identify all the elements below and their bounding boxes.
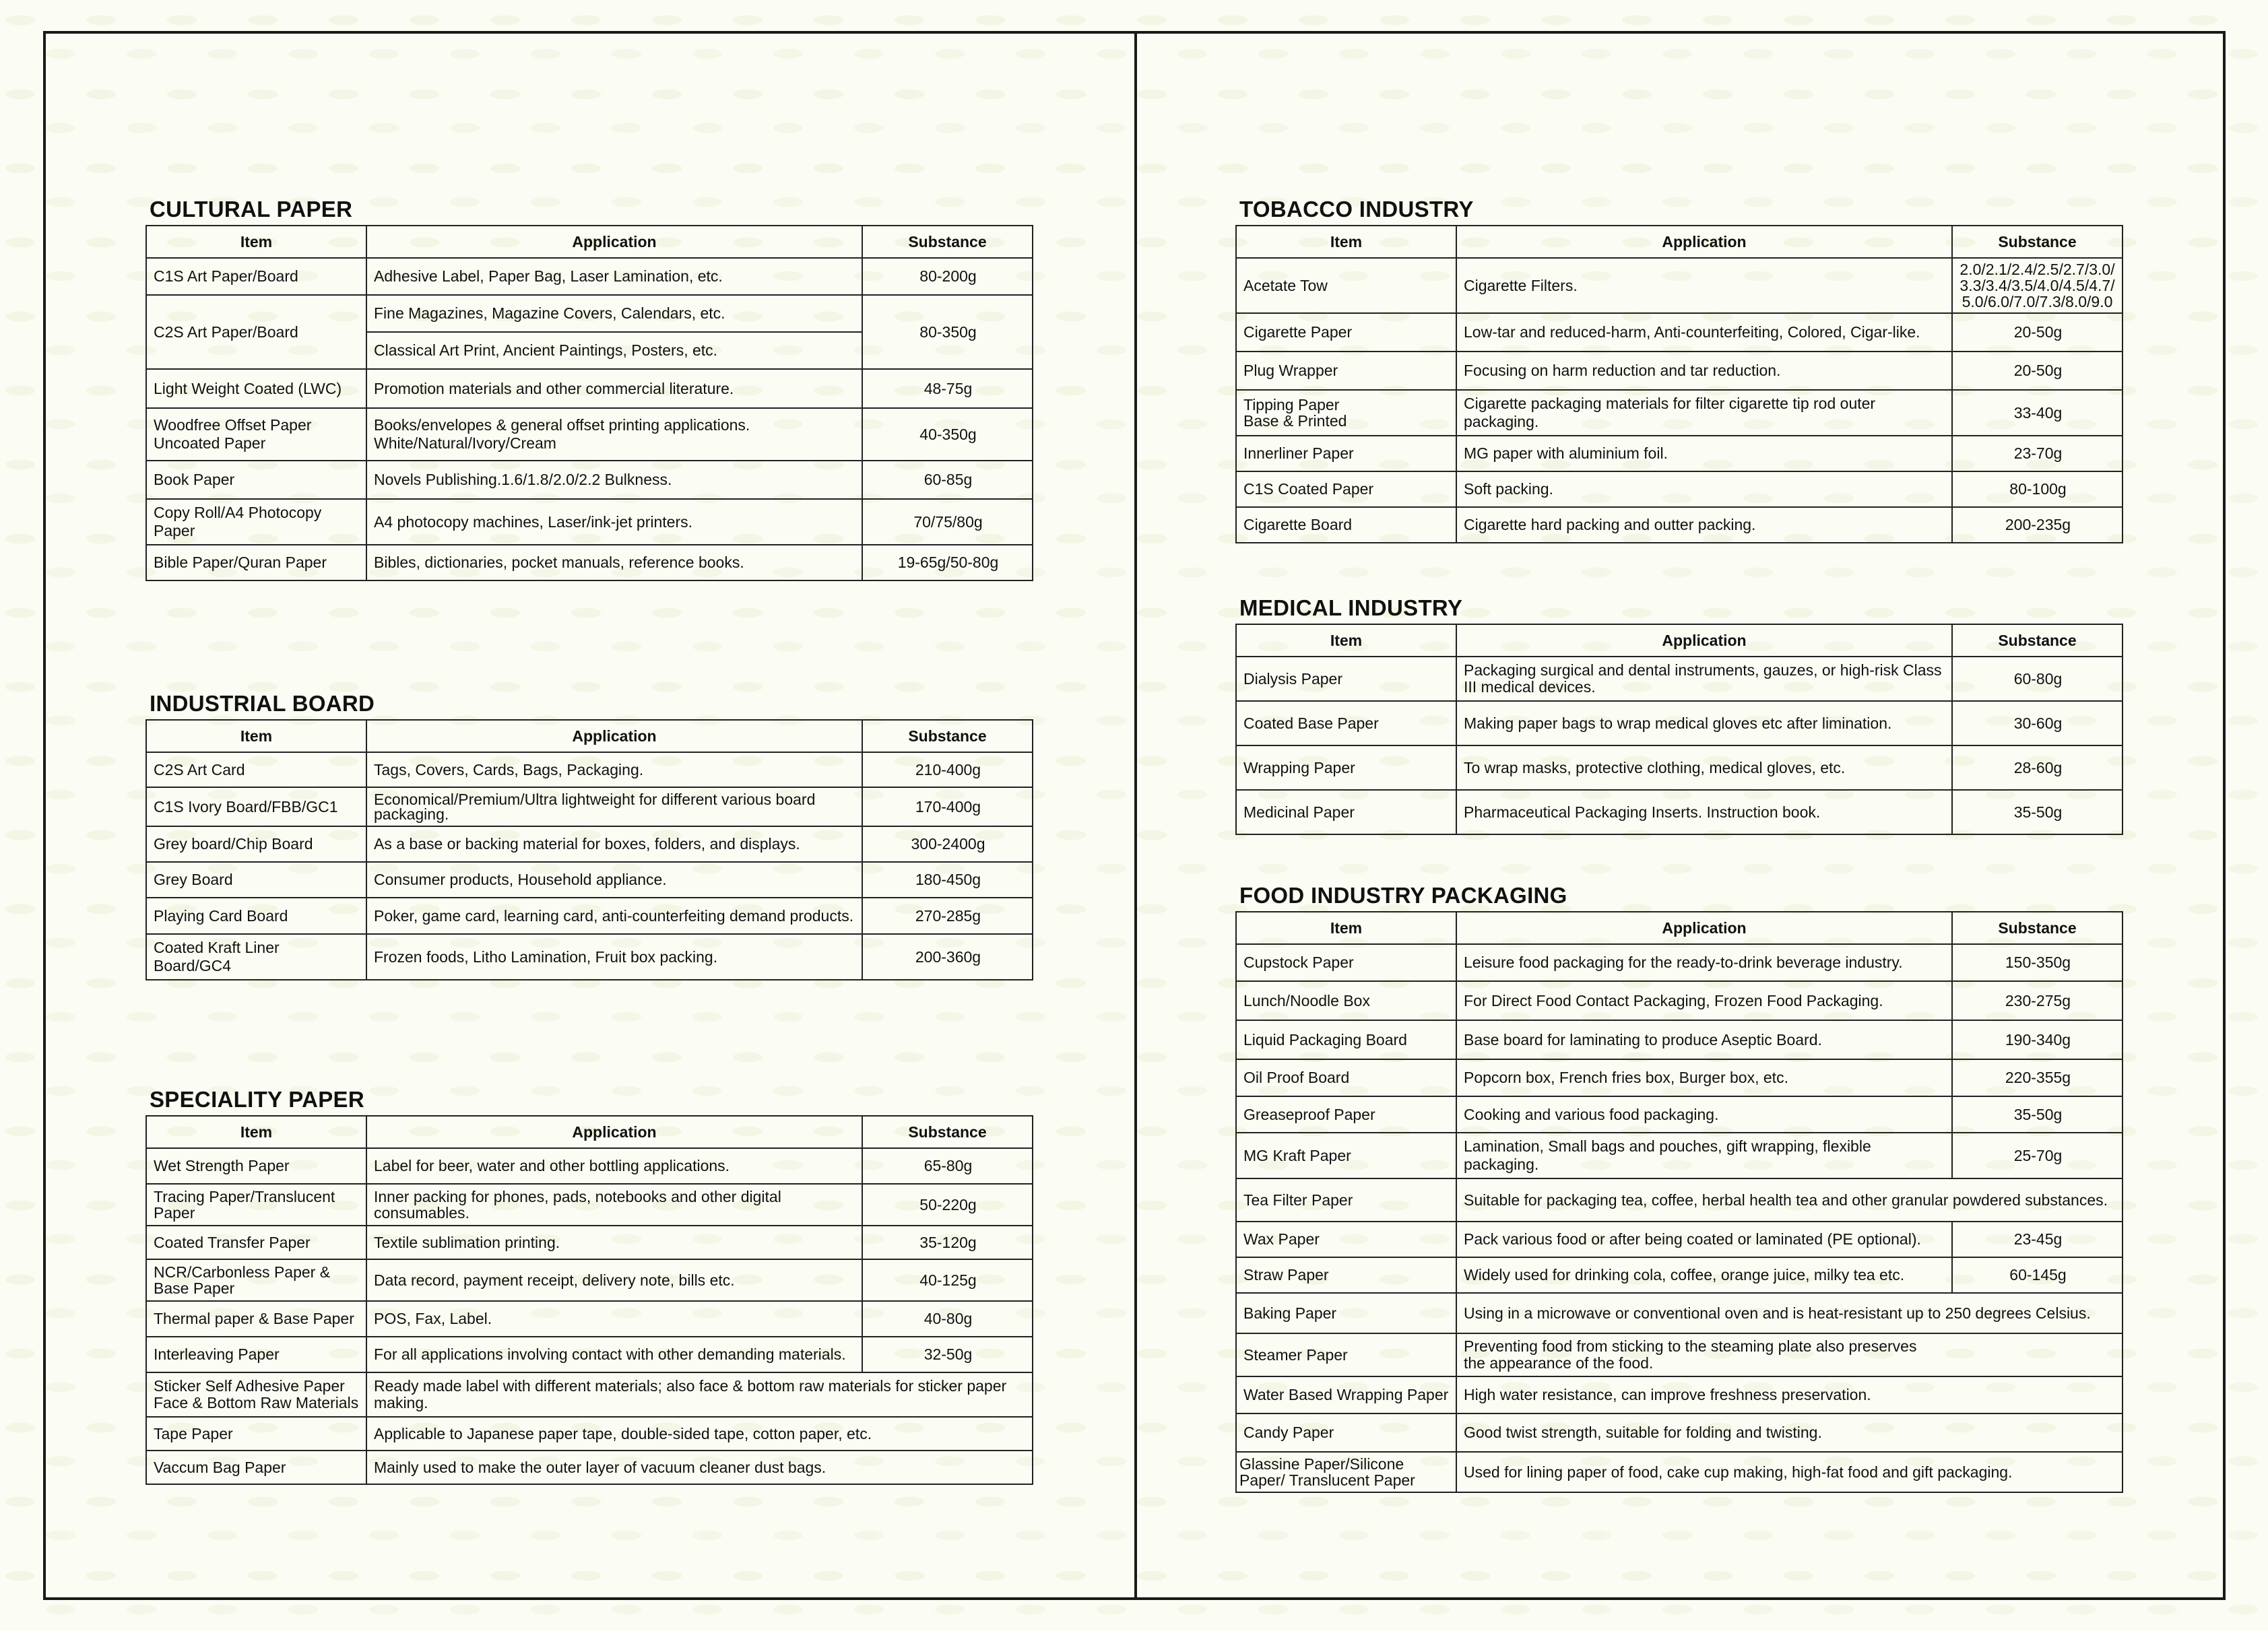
table-row (146, 1372, 1033, 1417)
substance-cell: 60-80g (1952, 657, 2123, 701)
table-row (1236, 436, 2123, 471)
item-cell (1236, 390, 1456, 436)
medical-industry-section (1235, 595, 2123, 835)
table-row (146, 898, 1033, 934)
item-cell: Steamer Paper (1236, 1333, 1456, 1376)
item-cell: Liquid Packaging Board (1236, 1020, 1456, 1059)
table-row (146, 752, 1033, 787)
substance-cell: 65-80g (862, 1148, 1033, 1184)
table-row (1236, 1293, 2123, 1333)
application-cell: Making paper bags to wrap medical gloves etc after limination. (1456, 701, 1952, 745)
header-substance: Substance (862, 226, 1033, 258)
item-cell: C2S Art Paper/Board (146, 295, 366, 369)
application-cell: Packaging surgical and dental instruments, gauzes, or high-risk Class III medical devices. (1456, 657, 1952, 701)
item-cell: Grey Board (146, 862, 366, 898)
table-row (1236, 352, 2123, 390)
application-cell: Poker, game card, learning card, anti-counterfeiting demand products. (366, 898, 862, 934)
header-item: Item (1236, 226, 1456, 258)
table-row (1236, 1413, 2123, 1452)
substance-cell: 180-450g (862, 862, 1033, 898)
item-cell: Dialysis Paper (1236, 657, 1456, 701)
table-row (1236, 944, 2123, 981)
application-cell: Pharmaceutical Packaging Inserts. Instruction book. (1456, 790, 1952, 834)
substance-cell: 25-70g (1952, 1133, 2123, 1178)
application-cell: Popcorn box, French fries box, Burger box, etc. (1456, 1059, 1952, 1096)
header-substance: Substance (1952, 226, 2123, 258)
item-cell: Grey board/Chip Board (146, 826, 366, 862)
application-line: White/Natural/Ivory/Cream (374, 434, 556, 452)
medical-industry-table (1235, 624, 2123, 835)
table-row (1236, 701, 2123, 745)
substance-cell: 200-235g (1952, 507, 2123, 543)
item-cell: Coated Base Paper (1236, 701, 1456, 745)
table-row (146, 1417, 1033, 1451)
substance-cell: 190-340g (1952, 1020, 2123, 1059)
application-cell: Promotion materials and other commercial literature. (366, 369, 862, 408)
application-cell: Adhesive Label, Paper Bag, Laser Lamination, etc. (366, 258, 862, 295)
table-row (146, 1301, 1033, 1337)
substance-cell: 40-350g (862, 408, 1033, 461)
application-cell: Good twist strength, suitable for folding and twisting. (1456, 1413, 2123, 1452)
industrial-board-table (145, 719, 1033, 980)
table-row (1236, 790, 2123, 834)
item-cell: MG Kraft Paper (1236, 1133, 1456, 1178)
application-cell: Inner packing for phones, pads, notebooks and other digital consumables. (366, 1184, 862, 1226)
item-cell: Tea Filter Paper (1236, 1178, 1456, 1222)
application-cell: Cigarette packaging materials for filter cigarette tip rod outer packaging. (1456, 390, 1952, 436)
substance-cell: 170-400g (862, 787, 1033, 826)
table-row (146, 787, 1033, 826)
item-cell: C1S Art Paper/Board (146, 258, 366, 295)
header-substance: Substance (862, 1116, 1033, 1148)
table-row (146, 408, 1033, 461)
section-title: FOOD INDUSTRY PACKAGING (1239, 883, 1567, 908)
application-cell: Cigarette Filters. (1456, 258, 1952, 313)
substance-cell: 35-120g (862, 1226, 1033, 1259)
application-cell: Used for lining paper of food, cake cup making, high-fat food and gift packaging. (1456, 1452, 2123, 1492)
header-item: Item (1236, 624, 1456, 657)
substance-cell: 70/75/80g (862, 499, 1033, 545)
table-row (1236, 1096, 2123, 1133)
item-cell: Interleaving Paper (146, 1337, 366, 1372)
item-cell: Medicinal Paper (1236, 790, 1456, 834)
substance-cell: 2.0/2.1/2.4/2.5/2.7/3.0/ 3.3/3.4/3.5/4.0/4.5/4.7/ 5.0/6.0/7.0/7.3/8.0/9.0 (1952, 258, 2123, 313)
item-line: Uncoated Paper (154, 434, 266, 452)
application-cell: Bibles, dictionaries, pocket manuals, reference books. (366, 545, 862, 580)
substance-cell: 28-60g (1952, 745, 2123, 790)
application-cell: Base board for laminating to produce Aseptic Board. (1456, 1020, 1952, 1059)
table-row (1236, 981, 2123, 1020)
application-cell: For all applications involving contact with other demanding materials. (366, 1337, 862, 1372)
header-item: Item (1236, 912, 1456, 944)
application-cell: Widely used for drinking cola, coffee, orange juice, milky tea etc. (1456, 1257, 1952, 1293)
item-cell: Lunch/Noodle Box (1236, 981, 1456, 1020)
application-cell: Cigarette hard packing and outter packing. (1456, 507, 1952, 543)
header-application: Application (366, 1116, 862, 1148)
header-item: Item (146, 720, 366, 752)
substance-cell: 80-200g (862, 258, 1033, 295)
substance-cell: 300-2400g (862, 826, 1033, 862)
table-row (146, 369, 1033, 408)
application-cell: Using in a microwave or conventional oven and is heat-resistant up to 250 degrees Celsius. (1456, 1293, 2123, 1333)
item-cell: Coated Transfer Paper (146, 1226, 366, 1259)
item-cell: Acetate Tow (1236, 258, 1456, 313)
section-title: SPECIALITY PAPER (150, 1087, 364, 1112)
application-cell: A4 photocopy machines, Laser/ink-jet printers. (366, 499, 862, 545)
application-cell: For Direct Food Contact Packaging, Frozen Food Packaging. (1456, 981, 1952, 1020)
header-substance: Substance (1952, 624, 2123, 657)
item-cell (146, 408, 366, 461)
substance-cell: 80-350g (862, 295, 1033, 369)
substance-cell: 20-50g (1952, 352, 2123, 390)
cultural-paper-section (145, 197, 1033, 581)
table-row (1236, 1333, 2123, 1376)
table-row (146, 295, 1033, 332)
item-cell: Copy Roll/A4 Photocopy Paper (146, 499, 366, 545)
header-application: Application (1456, 912, 1952, 944)
application-cell: MG paper with aluminium foil. (1456, 436, 1952, 471)
application-cell: Novels Publishing.1.6/1.8/2.0/2.2 Bulkness. (366, 461, 862, 499)
table-row (1236, 313, 2123, 352)
tobacco-industry-table (1235, 225, 2123, 543)
header-application: Application (1456, 226, 1952, 258)
substance-cell: 19-65g/50-80g (862, 545, 1033, 580)
table-header-row (1236, 912, 2123, 944)
substance-cell: 50-220g (862, 1184, 1033, 1226)
item-cell: Wet Strength Paper (146, 1148, 366, 1184)
application-cell: Consumer products, Household appliance. (366, 862, 862, 898)
item-cell: C1S Coated Paper (1236, 471, 1456, 507)
header-substance: Substance (1952, 912, 2123, 944)
substance-cell: 20-50g (1952, 313, 2123, 352)
table-row (1236, 657, 2123, 701)
application-cell: Suitable for packaging tea, coffee, herbal health tea and other granular powdered substances. (1456, 1178, 2123, 1222)
table-row (146, 545, 1033, 580)
item-cell: Vaccum Bag Paper (146, 1451, 366, 1484)
application-cell: As a base or backing material for boxes, folders, and displays. (366, 826, 862, 862)
substance-cell: 60-145g (1952, 1257, 2123, 1293)
substance-cell: 35-50g (1952, 790, 2123, 834)
table-row (1236, 1178, 2123, 1222)
item-cell: Glassine Paper/Silicone Paper/ Translucent Paper (1236, 1452, 1456, 1492)
table-row (1236, 258, 2123, 313)
application-cell: Tags, Covers, Cards, Bags, Packaging. (366, 752, 862, 787)
application-cell: Lamination, Small bags and pouches, gift wrapping, flexible packaging. (1456, 1133, 1952, 1178)
item-cell: NCR/Carbonless Paper & Base Paper (146, 1259, 366, 1301)
substance-cell: 40-80g (862, 1301, 1033, 1337)
table-row (1236, 1020, 2123, 1059)
header-application: Application (366, 720, 862, 752)
table-row (1236, 1222, 2123, 1257)
application-cell: High water resistance, can improve freshness preservation. (1456, 1376, 2123, 1413)
table-row (146, 499, 1033, 545)
table-row (146, 1226, 1033, 1259)
food-industry-table (1235, 911, 2123, 1493)
substance-cell: 270-285g (862, 898, 1033, 934)
item-cell: Coated Kraft Liner Board/GC4 (146, 934, 366, 980)
application-cell: Fine Magazines, Magazine Covers, Calendars, etc. (366, 295, 862, 332)
food-industry-section (1235, 883, 2123, 1493)
application-cell: Preventing food from sticking to the steaming plate also preserves the appearance of the food. (1456, 1333, 2123, 1376)
table-row (146, 934, 1033, 980)
item-cell: Cigarette Paper (1236, 313, 1456, 352)
industrial-board-section (145, 691, 1033, 980)
substance-cell: 200-360g (862, 934, 1033, 980)
application-cell: Low-tar and reduced-harm, Anti-counterfeiting, Colored, Cigar-like. (1456, 313, 1952, 352)
substance-cell: 30-60g (1952, 701, 2123, 745)
application-cell: Mainly used to make the outer layer of vacuum cleaner dust bags. (366, 1451, 1033, 1484)
substance-cell: 60-85g (862, 461, 1033, 499)
item-cell: Bible Paper/Quran Paper (146, 545, 366, 580)
item-cell: Tracing Paper/Translucent Paper (146, 1184, 366, 1226)
speciality-paper-section (145, 1087, 1033, 1485)
header-application: Application (366, 226, 862, 258)
substance-cell: 32-50g (862, 1337, 1033, 1372)
item-cell: Candy Paper (1236, 1413, 1456, 1452)
table-row (146, 1337, 1033, 1372)
section-title: MEDICAL INDUSTRY (1239, 595, 1463, 620)
item-cell: Book Paper (146, 461, 366, 499)
item-cell: Tape Paper (146, 1417, 366, 1451)
application-cell: Ready made label with different materials; also face & bottom raw materials for sticker paper making. (366, 1372, 1033, 1417)
substance-cell: 80-100g (1952, 471, 2123, 507)
item-line: Tipping Paper (1243, 396, 1340, 413)
application-cell: Focusing on harm reduction and tar reduction. (1456, 352, 1952, 390)
item-cell: Playing Card Board (146, 898, 366, 934)
item-cell: Sticker Self Adhesive Paper Face & Bottom Raw Materials (146, 1372, 366, 1417)
application-cell: Classical Art Print, Ancient Paintings, Posters, etc. (366, 332, 862, 369)
application-cell: Data record, payment receipt, delivery note, bills etc. (366, 1259, 862, 1301)
table-row (1236, 1059, 2123, 1096)
application-cell: Leisure food packaging for the ready-to-drink beverage industry. (1456, 944, 1952, 981)
application-cell: Label for beer, water and other bottling applications. (366, 1148, 862, 1184)
table-header-row (146, 226, 1033, 258)
section-title: CULTURAL PAPER (150, 197, 353, 222)
application-cell: Applicable to Japanese paper tape, double-sided tape, cotton paper, etc. (366, 1417, 1033, 1451)
item-cell: Innerliner Paper (1236, 436, 1456, 471)
table-row (1236, 390, 2123, 436)
substance-cell: 33-40g (1952, 390, 2123, 436)
table-row (146, 826, 1033, 862)
tobacco-industry-section (1235, 197, 2123, 543)
item-cell: Cigarette Board (1236, 507, 1456, 543)
table-row (146, 1184, 1033, 1226)
table-row (146, 1259, 1033, 1301)
item-cell: Cupstock Paper (1236, 944, 1456, 981)
application-cell: Soft packing. (1456, 471, 1952, 507)
application-cell: Economical/Premium/Ultra lightweight for different various board packaging. (366, 787, 862, 826)
item-cell: Greaseproof Paper (1236, 1096, 1456, 1133)
table-header-row (1236, 624, 2123, 657)
application-cell (366, 408, 862, 461)
speciality-paper-table (145, 1115, 1033, 1485)
table-row (146, 862, 1033, 898)
item-cell: Wax Paper (1236, 1222, 1456, 1257)
table-header-row (146, 1116, 1033, 1148)
table-row (1236, 1376, 2123, 1413)
application-cell: To wrap masks, protective clothing, medical gloves, etc. (1456, 745, 1952, 790)
application-cell: POS, Fax, Label. (366, 1301, 862, 1337)
table-row (146, 258, 1033, 295)
item-cell: Light Weight Coated (LWC) (146, 369, 366, 408)
table-header-row (146, 720, 1033, 752)
table-row (1236, 507, 2123, 543)
item-cell: Baking Paper (1236, 1293, 1456, 1333)
table-row (1236, 1452, 2123, 1492)
section-title: TOBACCO INDUSTRY (1239, 197, 1474, 222)
header-substance: Substance (862, 720, 1033, 752)
header-application: Application (1456, 624, 1952, 657)
substance-cell: 48-75g (862, 369, 1033, 408)
table-row (1236, 1133, 2123, 1178)
item-cell: Water Based Wrapping Paper (1236, 1376, 1456, 1413)
substance-cell: 23-45g (1952, 1222, 2123, 1257)
table-header-row (1236, 226, 2123, 258)
substance-cell: 210-400g (862, 752, 1033, 787)
item-cell: Thermal paper & Base Paper (146, 1301, 366, 1337)
application-cell: Cooking and various food packaging. (1456, 1096, 1952, 1133)
table-row (1236, 1257, 2123, 1293)
item-cell: Straw Paper (1236, 1257, 1456, 1293)
table-row (146, 1451, 1033, 1484)
cultural-paper-table (145, 225, 1033, 581)
item-cell: C2S Art Card (146, 752, 366, 787)
substance-cell: 23-70g (1952, 436, 2123, 471)
substance-cell: 40-125g (862, 1259, 1033, 1301)
substance-cell: 230-275g (1952, 981, 2123, 1020)
substance-cell: 150-350g (1952, 944, 2123, 981)
application-cell: Frozen foods, Litho Lamination, Fruit box packing. (366, 934, 862, 980)
table-row (1236, 471, 2123, 507)
item-line: Woodfree Offset Paper (154, 416, 312, 434)
table-row (1236, 745, 2123, 790)
table-row (146, 1148, 1033, 1184)
header-item: Item (146, 226, 366, 258)
application-cell: Pack various food or after being coated or laminated (PE optional). (1456, 1222, 1952, 1257)
section-title: INDUSTRIAL BOARD (150, 691, 375, 716)
item-line: Base & Printed (1243, 412, 1347, 430)
table-row (146, 461, 1033, 499)
item-cell: Plug Wrapper (1236, 352, 1456, 390)
substance-cell: 35-50g (1952, 1096, 2123, 1133)
item-cell: C1S Ivory Board/FBB/GC1 (146, 787, 366, 826)
application-line: Books/envelopes & general offset printing applications. (374, 416, 750, 434)
item-cell: Oil Proof Board (1236, 1059, 1456, 1096)
substance-cell: 220-355g (1952, 1059, 2123, 1096)
item-cell: Wrapping Paper (1236, 745, 1456, 790)
header-item: Item (146, 1116, 366, 1148)
application-cell: Textile sublimation printing. (366, 1226, 862, 1259)
